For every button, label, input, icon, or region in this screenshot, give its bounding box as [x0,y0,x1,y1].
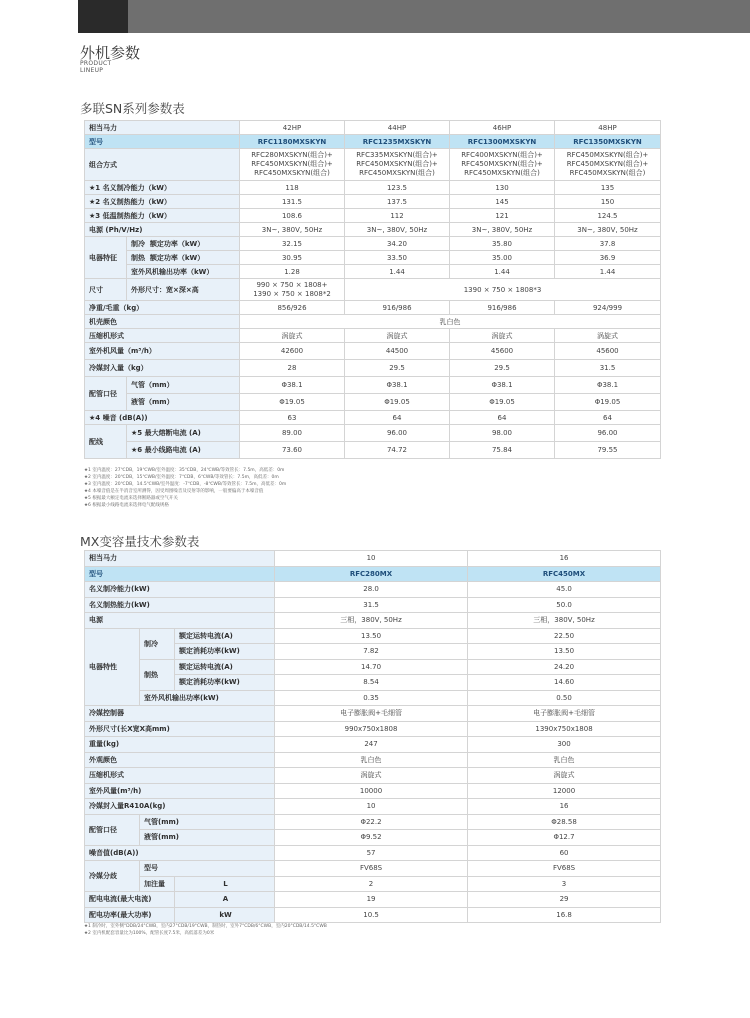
row-label: 型号 [85,135,240,149]
cell: 89.00 [240,425,345,442]
row-label: 净重/毛重（kg） [85,301,240,315]
note-line: ★2 室内机配套容量比为100%，配管长度7.5米，高低落差为0米 [84,931,215,936]
table-row [85,181,661,195]
row-label: 电源 [85,613,275,629]
combo-line: RFC400MXSKYN(组合)+ [461,151,543,159]
sub-label: ★5 最大熔断电流 (A) [127,425,240,442]
table-row [85,279,661,301]
table-row [85,135,661,149]
cell: 1.44 [555,265,661,279]
table-row [85,783,661,799]
table-row [85,876,661,892]
cell: 990x750x1808 [275,721,468,737]
cell: 33.50 [345,251,450,265]
cell: RFC1235MXSKYN [345,135,450,149]
cell [345,149,450,181]
cell: 3N~, 380V, 50Hz [240,223,345,237]
param-label: 额定功率（kW） [149,239,205,248]
table-row [85,442,661,459]
row-label: 冷媒控制器 [85,706,275,722]
size-line: 1390 × 750 × 1808*2 [253,289,331,298]
param-label: 额定功率（kW） [149,253,205,262]
cell: 1.28 [240,265,345,279]
cell: 14.60 [468,675,661,691]
table-row [85,737,661,753]
cell: 48HP [555,121,661,135]
row-label: 冷媒封入量R410A(kg) [85,799,275,815]
row-label: 外观颜色 [85,752,275,768]
sub-label: 气管（mm） [127,377,240,394]
cell [555,149,661,181]
cell: 涡旋式 [450,329,555,343]
cell: 10 [275,551,468,567]
table-row [85,121,661,135]
cell: 涡旋式 [275,768,468,784]
cell: 10000 [275,783,468,799]
cell: 75.84 [450,442,555,459]
section-title: 外机参数 [80,44,141,62]
note-line: ★6 根据最小线路电流来选择电气配线规格 [84,503,169,508]
table-row [85,706,661,722]
row-label: 室外风量(m³/h) [85,783,275,799]
cell: 150 [555,195,661,209]
row-label: 重量(kg) [85,737,275,753]
table1-notes [84,467,286,509]
cell: Φ38.1 [555,377,661,394]
combo-line: RFC450MXSKYN(组合)+ [251,160,333,168]
row-label: 配电功率(最大功率) [85,907,175,923]
cell: 32.15 [240,237,345,251]
cell [240,149,345,181]
cell: 96.00 [345,425,450,442]
table-row [85,768,661,784]
cell: 60 [468,845,661,861]
table-row [85,343,661,360]
cell: 74.72 [345,442,450,459]
sub-label [127,251,240,265]
cell: 124.5 [555,209,661,223]
cell: Φ38.1 [345,377,450,394]
cell: 8.54 [275,675,468,691]
note-line: ★5 根据最大额定电流来选择断路器或空气开关 [84,496,178,501]
cell: 10 [275,799,468,815]
cell: 31.5 [275,597,468,613]
table-row [85,377,661,394]
cell: FV68S [468,861,661,877]
table-row [85,237,661,251]
top-banner [78,0,750,33]
combo-line: RFC450MXSKYN(组合)+ [566,151,649,159]
table-row [85,892,661,908]
cell: 29.5 [345,360,450,377]
cell: 36.9 [555,251,661,265]
cell: 12000 [468,783,661,799]
row-label: 名义制冷能力(kW) [85,582,275,598]
cell: Φ38.1 [450,377,555,394]
row-label: 冷媒分歧 [85,861,140,892]
cell: 1390x750x1808 [468,721,661,737]
unit-label: kW [175,907,275,923]
cell: 108.6 [240,209,345,223]
cell: 10.5 [275,907,468,923]
row-label: ★1 名义制冷能力（kW） [85,181,240,195]
unit-label: A [175,892,275,908]
cell [240,279,345,301]
row-label: 配管口径 [85,377,127,411]
row-label: ★2 名义制热能力（kW） [85,195,240,209]
cell: 乳白色 [275,752,468,768]
cell: 28.0 [275,582,468,598]
table-row [85,582,661,598]
cell: 45600 [555,343,661,360]
sn-series-table [84,120,661,459]
table-row [85,752,661,768]
table-row [85,265,661,279]
cell: 1390 × 750 × 1808*3 [345,279,661,301]
cell: 64 [555,411,661,425]
section-subtitle [80,60,111,74]
cell: 电子膨胀阀+毛细管 [468,706,661,722]
cell: 79.55 [555,442,661,459]
cell: Φ19.05 [345,394,450,411]
table-row [85,551,661,567]
cell: 916/986 [345,301,450,315]
cell: 30.95 [240,251,345,265]
row-label: 冷媒封入量（kg） [85,360,240,377]
cell: Φ22.2 [275,814,468,830]
cell: 29 [468,892,661,908]
table-row [85,861,661,877]
cell: 2 [275,876,468,892]
combo-line: RFC450MXSKYN(组合) [464,169,540,177]
table-row [85,690,661,706]
cell: 42HP [240,121,345,135]
sub-label: 加注量 [140,876,175,892]
top-banner-block [78,0,128,33]
cell: Φ19.05 [555,394,661,411]
table-row [85,628,661,644]
sub-label: 外形尺寸：宽×深×高 [127,279,240,301]
mx-variable-capacity-table [84,550,661,923]
cell: 45600 [450,343,555,360]
cell: 涡旋式 [468,768,661,784]
row-label: 配线 [85,425,127,459]
note-line: ★3 室内温度：20℃DB，14.5℃WB/室外温度：-7℃DB，-8℃WB/等效管长：7.5m，高低差：0m [84,482,287,487]
cell: 46HP [450,121,555,135]
table-row [85,425,661,442]
table1-title: 多联SN系列参数表 [80,101,185,116]
cell: 1.44 [450,265,555,279]
cell: 16 [468,799,661,815]
cell: RFC450MX [468,566,661,582]
sub-label: 室外风机输出功率(kW) [140,690,275,706]
table-row [85,659,661,675]
cell: 31.5 [555,360,661,377]
table-row [85,799,661,815]
cell: 123.5 [345,181,450,195]
cell: Φ38.1 [240,377,345,394]
cell: 131.5 [240,195,345,209]
cell: 50.0 [468,597,661,613]
cell: 3N~, 380V, 50Hz [555,223,661,237]
cell: 64 [345,411,450,425]
cell: 121 [450,209,555,223]
table-row [85,830,661,846]
cell: 29.5 [450,360,555,377]
sub-label: 室外风机输出功率（kW） [127,265,240,279]
cell: Φ9.52 [275,830,468,846]
unit-label: L [175,876,275,892]
row-label: 外形尺寸(长X宽X高mm) [85,721,275,737]
cell: 916/986 [450,301,555,315]
cell: 35.00 [450,251,555,265]
mode-label: 制冷 [131,239,145,248]
sub-label: 液管(mm) [140,830,275,846]
combo-line: RFC450MXSKYN(组合)+ [461,160,543,168]
cell: 35.80 [450,237,555,251]
row-label: 电器特征 [85,237,127,279]
cell: 300 [468,737,661,753]
sub-label: 额定运转电流(A) [175,628,275,644]
cell: 涡旋式 [345,329,450,343]
cell: 118 [240,181,345,195]
cell: 13.50 [275,628,468,644]
row-label: 噪音值(dB(A)) [85,845,275,861]
table-row [85,907,661,923]
cell: Φ12.7 [468,830,661,846]
cell: Φ28.58 [468,814,661,830]
cell: 98.00 [450,425,555,442]
cell: 涡旋式 [240,329,345,343]
table-row [85,360,661,377]
cell: 电子膨胀阀+毛细管 [275,706,468,722]
cell: 924/999 [555,301,661,315]
cell: 44500 [345,343,450,360]
cell: 三相，380V, 50Hz [275,613,468,629]
table-row [85,597,661,613]
table-row [85,814,661,830]
sub-label: 额定消耗功率(kW) [175,644,275,660]
cell: 28 [240,360,345,377]
combo-line: RFC450MXSKYN(组合) [569,169,646,177]
cell: 112 [345,209,450,223]
sub-label: 额定运转电流(A) [175,659,275,675]
cell: RFC1300MXSKYN [450,135,555,149]
row-label: 配管口径 [85,814,140,845]
cell: 64 [450,411,555,425]
cell: RFC1180MXSKYN [240,135,345,149]
cell: 42600 [240,343,345,360]
cell: 145 [450,195,555,209]
row-label: 压缩机形式 [85,329,240,343]
cell: 137.5 [345,195,450,209]
cell: 14.70 [275,659,468,675]
combo-line: RFC450MXSKYN(组合) [359,169,435,177]
cell: 247 [275,737,468,753]
sub-label [127,237,240,251]
row-label: 组合方式 [85,149,240,181]
cell: 1.44 [345,265,450,279]
cell: 22.50 [468,628,661,644]
mode-label: 制热 [140,659,175,690]
cell: 19 [275,892,468,908]
row-label: 尺寸 [85,279,127,301]
row-label: 电器特性 [85,628,140,706]
note-line: ★4 本噪音值是在半消音室所测得，因受周围噪音及反射等的影响，一般要偏高于本噪音值 [84,489,264,494]
section-subtitle-line2: LINEUP [80,67,104,74]
cell: 涡旋式 [555,329,661,343]
sub-label: 额定消耗功率(kW) [175,675,275,691]
cell: 130 [450,181,555,195]
table-row [85,149,661,181]
table-row [85,845,661,861]
table-row [85,566,661,582]
cell: 3 [468,876,661,892]
cell: 24.20 [468,659,661,675]
combo-line: RFC450MXSKYN(组合)+ [566,160,649,168]
section-subtitle-line1: PRODUCT [80,60,112,67]
mode-label: 制冷 [140,628,175,659]
cell: 16 [468,551,661,567]
cell: FV68S [275,861,468,877]
cell: Φ19.05 [450,394,555,411]
cell: 0.35 [275,690,468,706]
table-row [85,411,661,425]
cell: 3N~, 380V, 50Hz [345,223,450,237]
cell: 57 [275,845,468,861]
sub-label: 气管(mm) [140,814,275,830]
cell: RFC280MX [275,566,468,582]
table-row [85,251,661,265]
row-label: 电源 (Ph/V/Hz) [85,223,240,237]
cell: 96.00 [555,425,661,442]
cell [450,149,555,181]
combo-line: RFC280MXSKYN(组合)+ [251,151,333,159]
cell: 37.8 [555,237,661,251]
table2-notes [84,923,327,937]
table-row [85,329,661,343]
table-row [85,301,661,315]
cell: 乳白色 [240,315,661,329]
note-line: ★2 室内温度：20℃DB，15℃WB/室外温度：7℃DB，6℃WB/等效管长：7.5m，高低差：0m [84,475,279,480]
size-line: 990 × 750 × 1808+ [256,280,328,289]
cell: 7.82 [275,644,468,660]
row-label: 室外机风量（m³/h） [85,343,240,360]
sub-label: 液管（mm） [127,394,240,411]
cell: 44HP [345,121,450,135]
cell: 13.50 [468,644,661,660]
mode-label: 制热 [131,253,145,262]
table-row [85,315,661,329]
table-row [85,613,661,629]
cell: 三相，380V, 50Hz [468,613,661,629]
combo-line: RFC335MXSKYN(组合)+ [356,151,438,159]
cell: Φ19.05 [240,394,345,411]
row-label: 名义制热能力(kW) [85,597,275,613]
cell: 73.60 [240,442,345,459]
table-row [85,209,661,223]
cell: 乳白色 [468,752,661,768]
cell: 34.20 [345,237,450,251]
cell: 16.8 [468,907,661,923]
row-label: 配电电流(最大电流) [85,892,175,908]
combo-line: RFC450MXSKYN(组合)+ [356,160,438,168]
cell: 3N~, 380V, 50Hz [450,223,555,237]
row-label: ★4 噪音 (dB(A)) [85,411,240,425]
row-label: ★3 低温制热能力（kW） [85,209,240,223]
table-row [85,223,661,237]
combo-line: RFC450MXSKYN(组合) [254,169,330,177]
cell: 856/926 [240,301,345,315]
cell: 0.50 [468,690,661,706]
note-line: ★1 室内温度：27℃DB，19℃WB/室外温度：35℃DB，24℃WB/等效管长：7.5m，高低差：0m [84,468,285,473]
note-line: ★1 制冷时，室外侧°DDB/24°CWB，室内27°CDB/19°CWB，制热时，室外7°CDB/6°CWB，室内20°CDB/14.5°CWB [84,924,327,929]
row-label: 机壳颜色 [85,315,240,329]
table-row [85,394,661,411]
cell: 135 [555,181,661,195]
row-label: 型号 [85,566,275,582]
cell: 45.0 [468,582,661,598]
cell: RFC1350MXSKYN [555,135,661,149]
sub-label: 型号 [140,861,275,877]
sub-label: ★6 最小线路电流 (A) [127,442,240,459]
row-label: 相当马力 [85,551,275,567]
row-label: 相当马力 [85,121,240,135]
table2-title: MX变容量技术参数表 [80,534,200,549]
cell: 63 [240,411,345,425]
row-label: 压缩机形式 [85,768,275,784]
table-row [85,195,661,209]
table-row [85,721,661,737]
